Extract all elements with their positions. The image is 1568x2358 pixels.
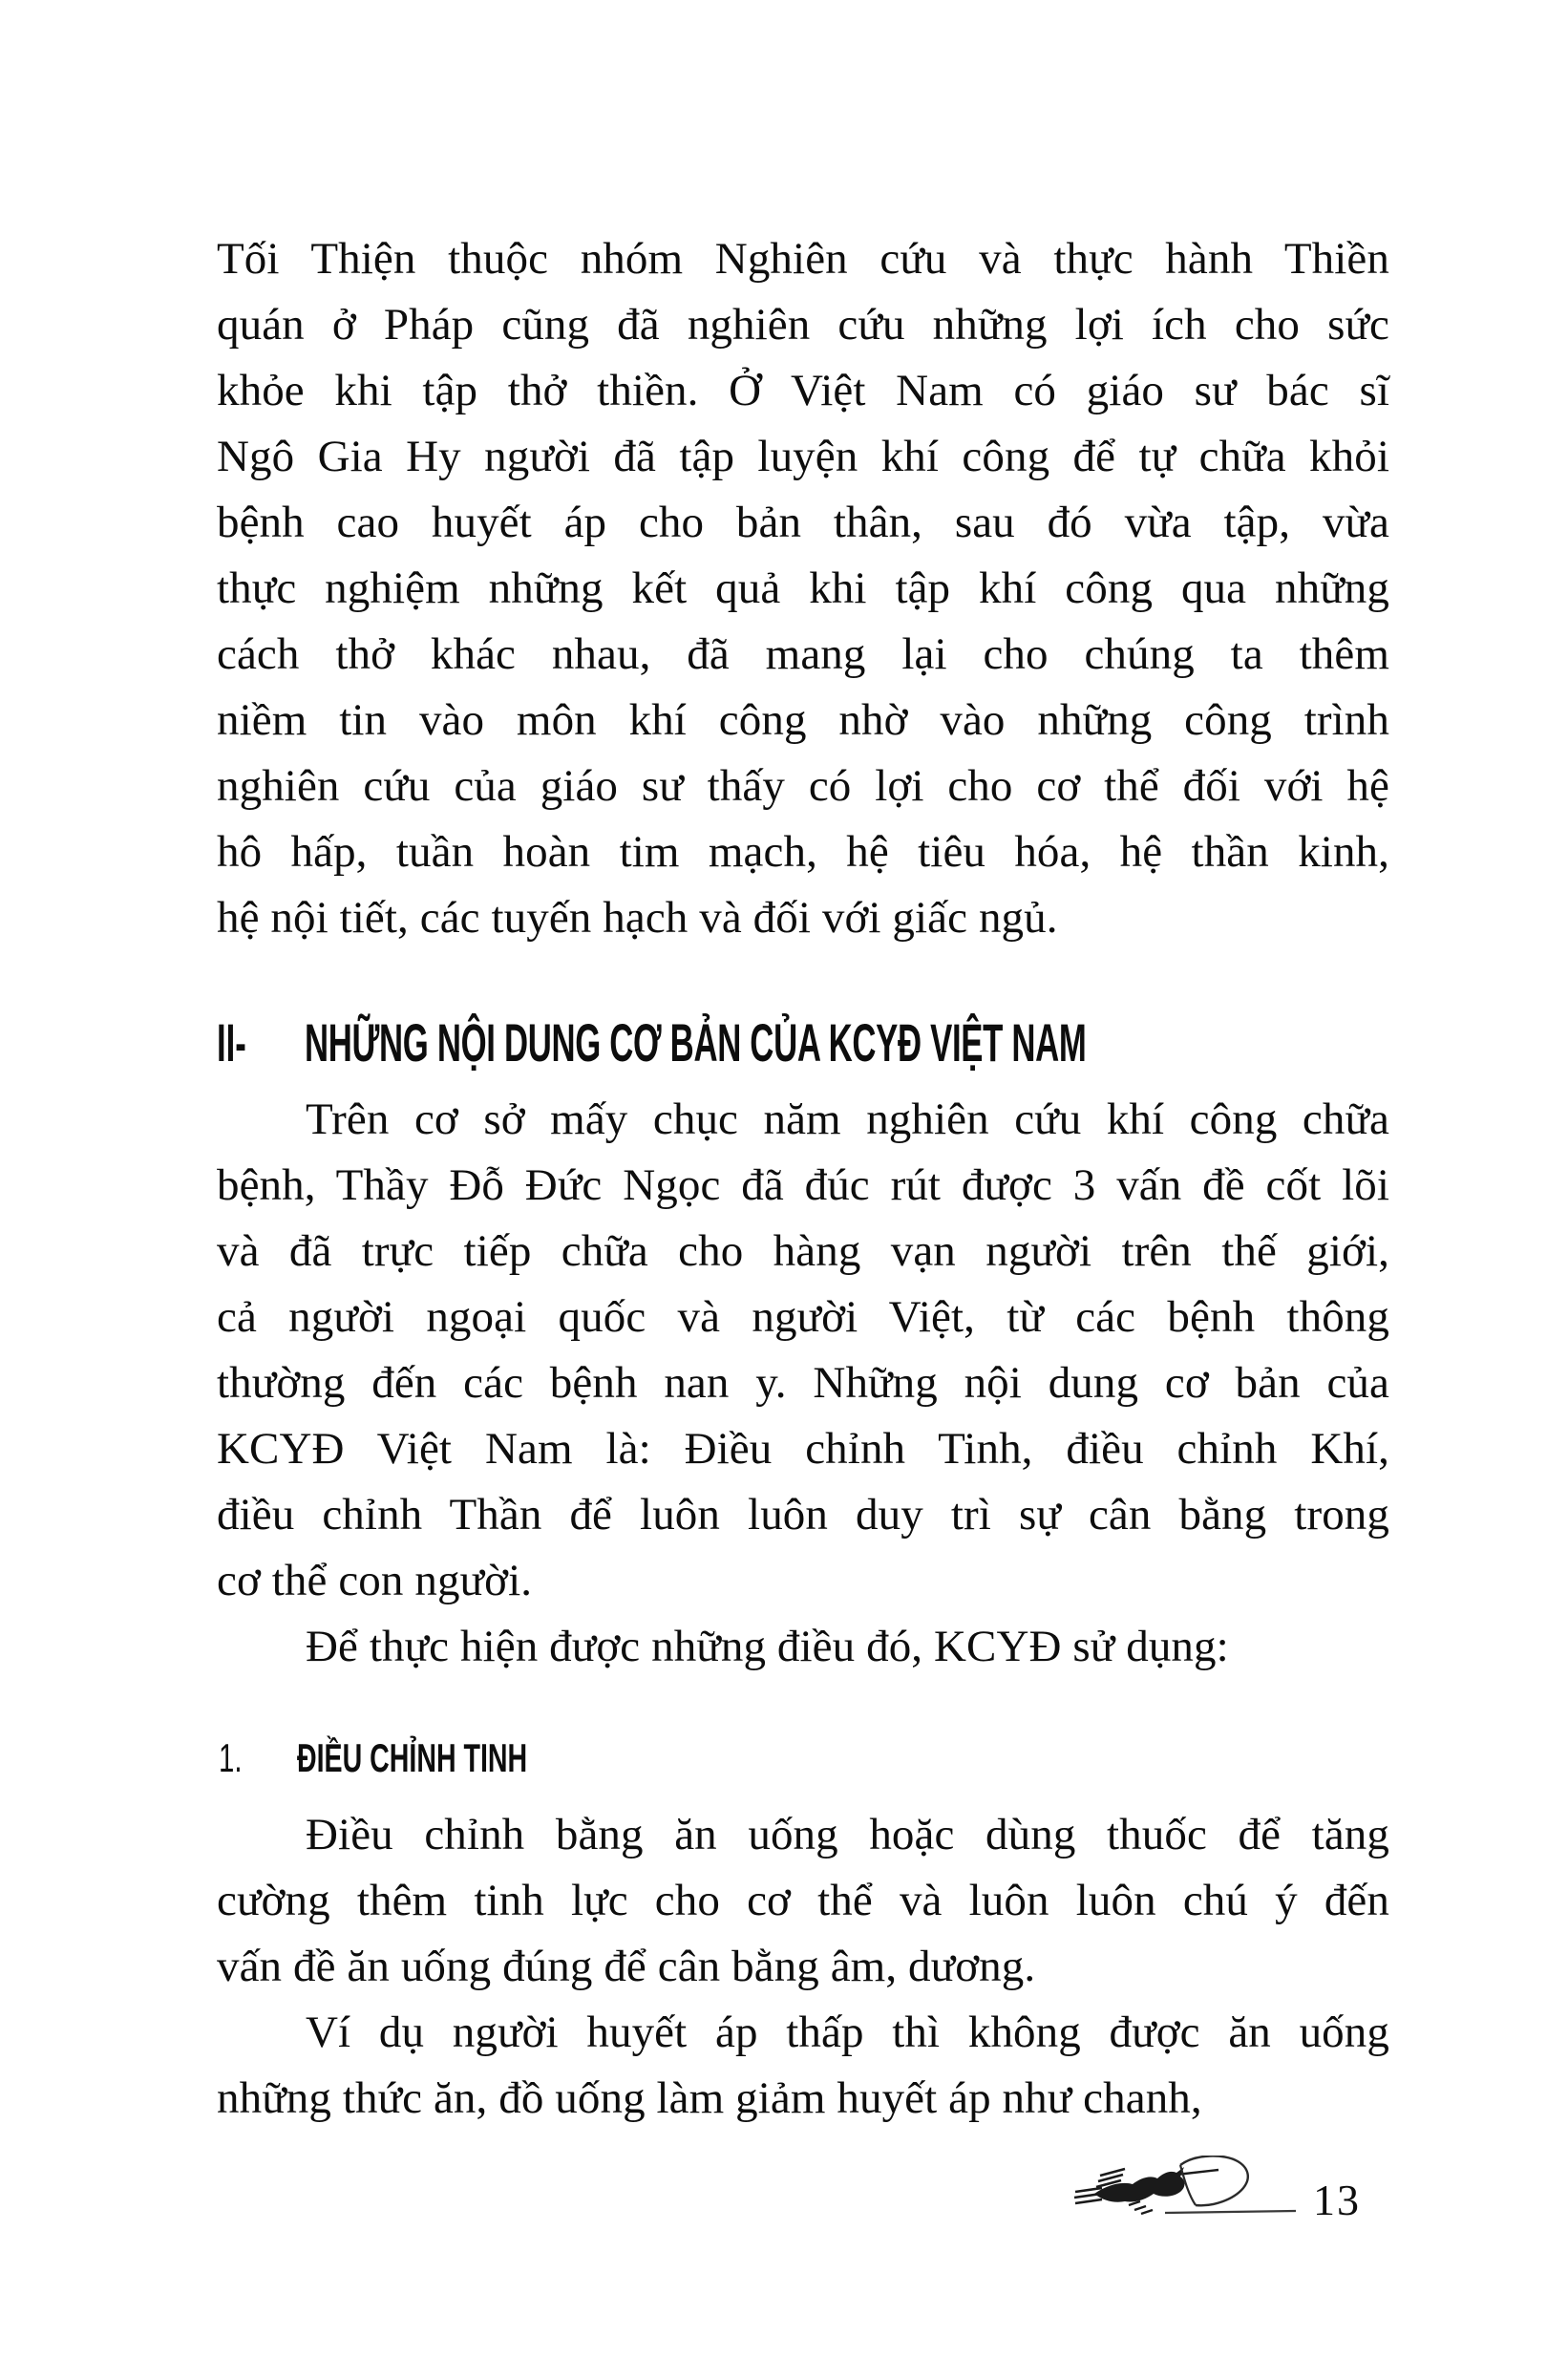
section-heading-number: II- [217,1012,246,1073]
text-line: cách thở khác nhau, đã mang lại cho chúng ta thêm [217,629,1389,679]
text-line: bệnh, Thầy Đỗ Đức Ngọc đã đúc rút được 3 vấn đề cốt lõi [217,1160,1389,1210]
sub-heading-number: 1. [219,1735,243,1780]
text-line: Ví dụ người huyết áp thấp thì không được ăn uống [306,2007,1389,2057]
text-line: thực nghiệm những kết quả khi tập khí công qua những [217,563,1389,613]
text-line: nghiên cứu của giáo sư thấy có lợi cho cơ thể đối với hệ [217,761,1389,811]
body-paragraph [217,1802,1389,2000]
flying-bird-logo-icon [1073,2156,1298,2220]
text-line: Ngô Gia Hy người đã tập luyện khí công để tự chữa khỏi [217,432,1389,481]
text-line: cơ thể con người. [217,1556,533,1605]
text-line: bệnh cao huyết áp cho bản thân, sau đó vừa tập, vừa [217,498,1389,547]
text-line: hô hấp, tuần hoàn tim mạch, hệ tiêu hóa, hệ thần kinh, [217,827,1389,877]
body-paragraph [217,1614,1389,1680]
text-line: điều chỉnh Thần để luôn luôn duy trì sự cân bằng trong [217,1490,1389,1540]
body-paragraph [217,226,1389,951]
text-line: khỏe khi tập thở thiền. Ở Việt Nam có giáo sư bác sĩ [217,366,1389,415]
section-heading [217,1012,1389,1073]
text-line: niềm tin vào môn khí công nhờ vào những công trình [217,695,1389,745]
text-line: cường thêm tinh lực cho cơ thể và luôn luôn chú ý đến [217,1876,1389,1925]
text-line: hệ nội tiết, các tuyến hạch và đối với giấc ngủ. [217,893,1058,943]
text-line: KCYĐ Việt Nam là: Điều chỉnh Tinh, điều chỉnh Khí, [217,1424,1389,1474]
sub-heading [217,1735,1389,1781]
text-line: Trên cơ sở mấy chục năm nghiên cứu khí công chữa [306,1094,1389,1144]
text-line: và đã trực tiếp chữa cho hàng vạn người trên thế giới, [217,1226,1389,1276]
text-line: vấn đề ăn uống đúng để cân bằng âm, dương. [217,1942,1036,1991]
text-line: Để thực hiện được những điều đó, KCYĐ sử dụng: [306,1622,1229,1671]
body-paragraph [217,1087,1389,1614]
section-heading-title: NHỮNG NỘI DUNG CƠ BẢN CỦA KCYĐ VIỆT NAM [305,1012,1087,1073]
text-line: Tối Thiện thuộc nhóm Nghiên cứu và thực hành Thiền [217,234,1389,284]
body-paragraph [217,2000,1389,2132]
page-number: 13 [1313,2176,1361,2224]
text-line: những thức ăn, đồ uống làm giảm huyết áp như chanh, [217,2073,1202,2123]
sub-heading-title: ĐIỀU CHỈNH TINH [297,1735,528,1780]
text-line: quán ở Pháp cũng đã nghiên cứu những lợi ích cho sức [217,300,1389,350]
text-line: cả người ngoại quốc và người Việt, từ các bệnh thông [217,1292,1389,1342]
page-footer [217,2156,1389,2222]
text-line: thường đến các bệnh nan y. Những nội dung cơ bản của [217,1358,1389,1408]
text-line: Điều chỉnh bằng ăn uống hoặc dùng thuốc để tăng [306,1810,1389,1859]
